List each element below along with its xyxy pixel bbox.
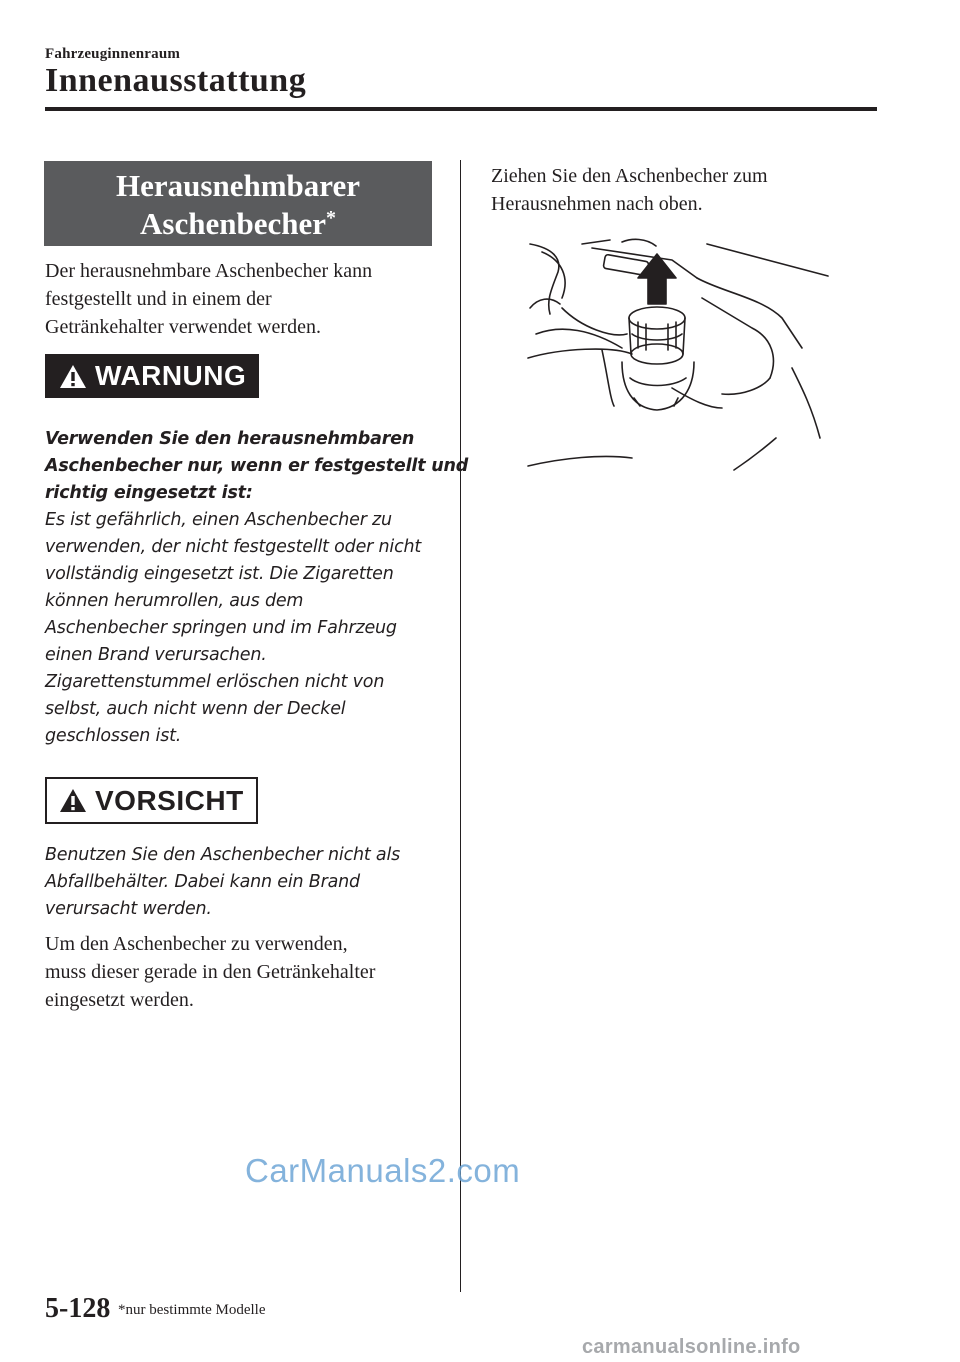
footnote: *nur bestimmte Modelle [118,1302,266,1318]
warning-heading-line: richtig eingesetzt ist: [45,483,253,503]
watermark: CarManuals2.com [245,1152,521,1189]
optional-equipment-marker: * [325,207,336,229]
caution-label [45,777,258,824]
warning-body-line: vollständig eingesetzt ist. Die Zigaretten [45,564,394,584]
caution-line: verursacht werden. [45,899,212,919]
usage-line: Um den Aschenbecher zu verwenden, [45,933,348,955]
warning-body-line: geschlossen ist. [45,726,182,746]
intro-line: Getränkehalter verwendet werden. [45,316,321,338]
warning-label-text: WARNUNG [95,360,247,391]
intro-line: Der herausnehmbare Aschenbecher kann [45,260,373,282]
warning-body-line: verwenden, der nicht festgestellt oder nicht [45,537,422,557]
warning-text [45,426,468,750]
caution-line: Abfallbehälter. Dabei kann ein Brand [45,872,360,892]
caution-line: Benutzen Sie den Aschenbecher nicht als [45,845,401,865]
page-title: Innenausstattung [45,62,307,99]
warning-triangle-icon [59,364,87,389]
warning-heading-line: Verwenden Sie den herausnehmbaren [45,429,415,449]
topic-title-word: Aschenbecher [140,206,326,241]
site-watermark: carmanualsonline.info [582,1336,801,1358]
topic-title-line1: Herausnehmbarer [116,168,360,203]
topic-title-box [44,161,432,246]
warning-heading-line: Aschenbecher nur, wenn er festgestellt und [45,456,469,476]
caution-label-text: VORSICHT [95,784,244,816]
removal-line: Ziehen Sie den Aschenbecher zum [491,165,768,187]
warning-body-line: Es ist gefährlich, einen Aschenbecher zu [45,510,392,530]
warning-body-line: selbst, auch nicht wenn der Deckel [45,699,346,719]
usage-line: eingesetzt werden. [45,989,194,1011]
usage-line: muss dieser gerade in den Getränkehalter [45,961,376,983]
warning-triangle-icon [59,788,87,813]
warning-label [45,354,259,398]
warning-body-line: können herumrollen, aus dem [45,591,304,611]
topic-title-line2 [44,205,432,243]
section-label: Fahrzeuginnenraum [45,46,181,62]
warning-body-line: einen Brand verursachen. [45,645,267,665]
warning-body-line: Zigarettenstummel erlöschen nicht von [45,672,385,692]
page-number: 5-128 [45,1293,111,1324]
removal-instruction [491,162,768,218]
caution-text [45,842,400,923]
ashtray-removal-illustration [522,238,840,478]
removal-line: Herausnehmen nach oben. [491,193,703,215]
usage-paragraph [45,930,375,1014]
header-divider [45,107,877,111]
intro-paragraph [45,257,372,341]
intro-line: festgestellt und in einem der [45,288,272,310]
warning-body-line: Aschenbecher springen und im Fahrzeug [45,618,397,638]
